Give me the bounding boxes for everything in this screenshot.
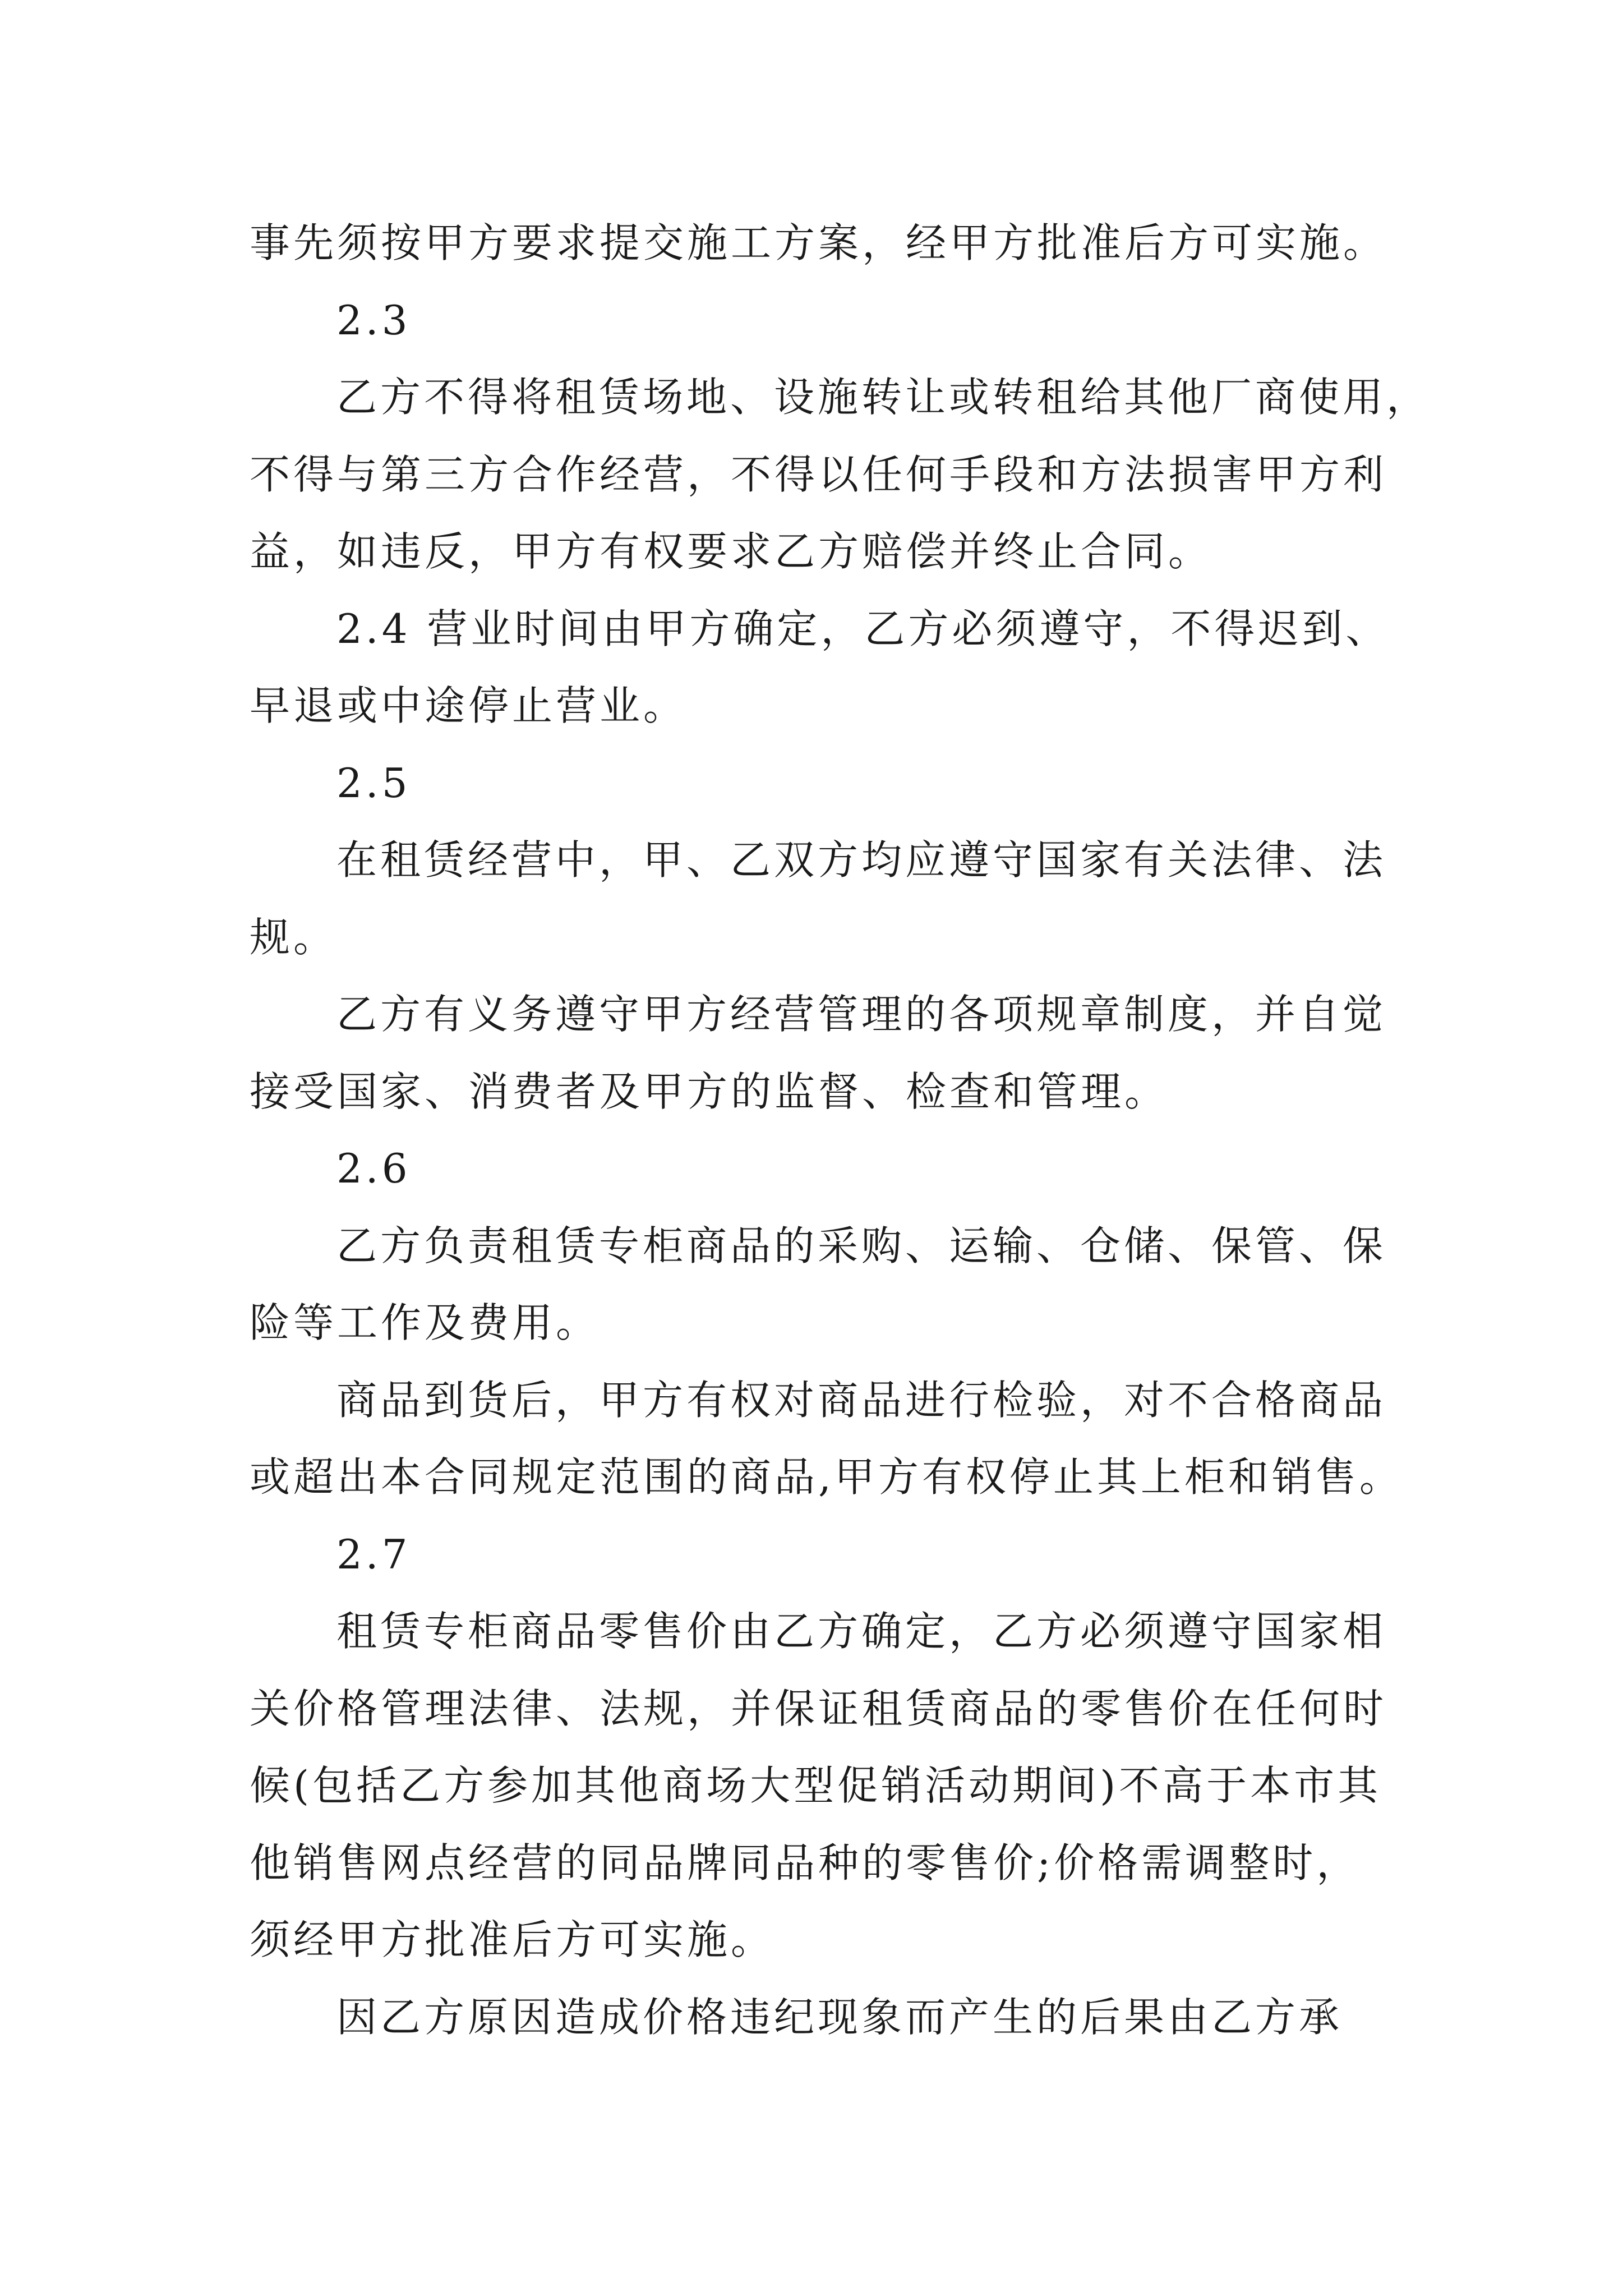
- text-line: 在租赁经营中，甲、乙双方均应遵守国家有关法律、法: [336, 836, 1387, 884]
- text-line: 乙方负责租赁专柜商品的采购、运输、仓储、保管、保: [336, 1222, 1387, 1269]
- text-line: 租赁专柜商品零售价由乙方确定，乙方必须遵守国家相: [336, 1608, 1387, 1655]
- text-line: 益，如违反，甲方有权要求乙方赔偿并终止合同。: [250, 528, 1212, 575]
- section-number: 2.3: [336, 297, 411, 344]
- text-line: 商品到货后，甲方有权对商品进行检验，对不合格商品: [336, 1377, 1387, 1424]
- section-number: 2.5: [336, 760, 411, 807]
- text-line: 他销售网点经营的同品牌同品种的零售价;价格需调整时，: [250, 1839, 1361, 1887]
- section-number: 2.7: [336, 1531, 411, 1578]
- section-number: 2.6: [336, 1145, 411, 1192]
- text-line: 乙方不得将租赁场地、设施转让或转租给其他厂商使用，: [336, 374, 1431, 421]
- text-line: 须经甲方批准后方可实施。: [250, 1916, 775, 1963]
- text-line: 险等工作及费用。: [250, 1299, 600, 1346]
- text-line: 乙方有义务遵守甲方经营管理的各项规章制度，并自觉: [336, 991, 1387, 1038]
- text-line: 因乙方原因造成价格违纪现象而产生的后果由乙方承: [336, 1994, 1343, 2041]
- text-line: 不得与第三方合作经营，不得以任何手段和方法损害甲方利: [250, 451, 1387, 498]
- text-line: 候(包括乙方参加其他商场大型促销活动期间)不高于本市其: [250, 1762, 1382, 1809]
- text-line: 事先须按甲方要求提交施工方案，经甲方批准后方可实施。: [250, 219, 1387, 266]
- text-line: 规。: [250, 914, 338, 961]
- text-line: 接受国家、消费者及甲方的监督、检查和管理。: [250, 1068, 1169, 1115]
- text-line: 早退或中途停止营业。: [250, 682, 688, 729]
- text-line: 或超出本合同规定范围的商品,甲方有权停止其上柜和销售。: [250, 1453, 1403, 1501]
- text-line: 关价格管理法律、法规，并保证租赁商品的零售价在任何时: [250, 1685, 1387, 1732]
- text-line: 2.4 营业时间由甲方确定，乙方必须遵守，不得迟到、: [336, 605, 1390, 652]
